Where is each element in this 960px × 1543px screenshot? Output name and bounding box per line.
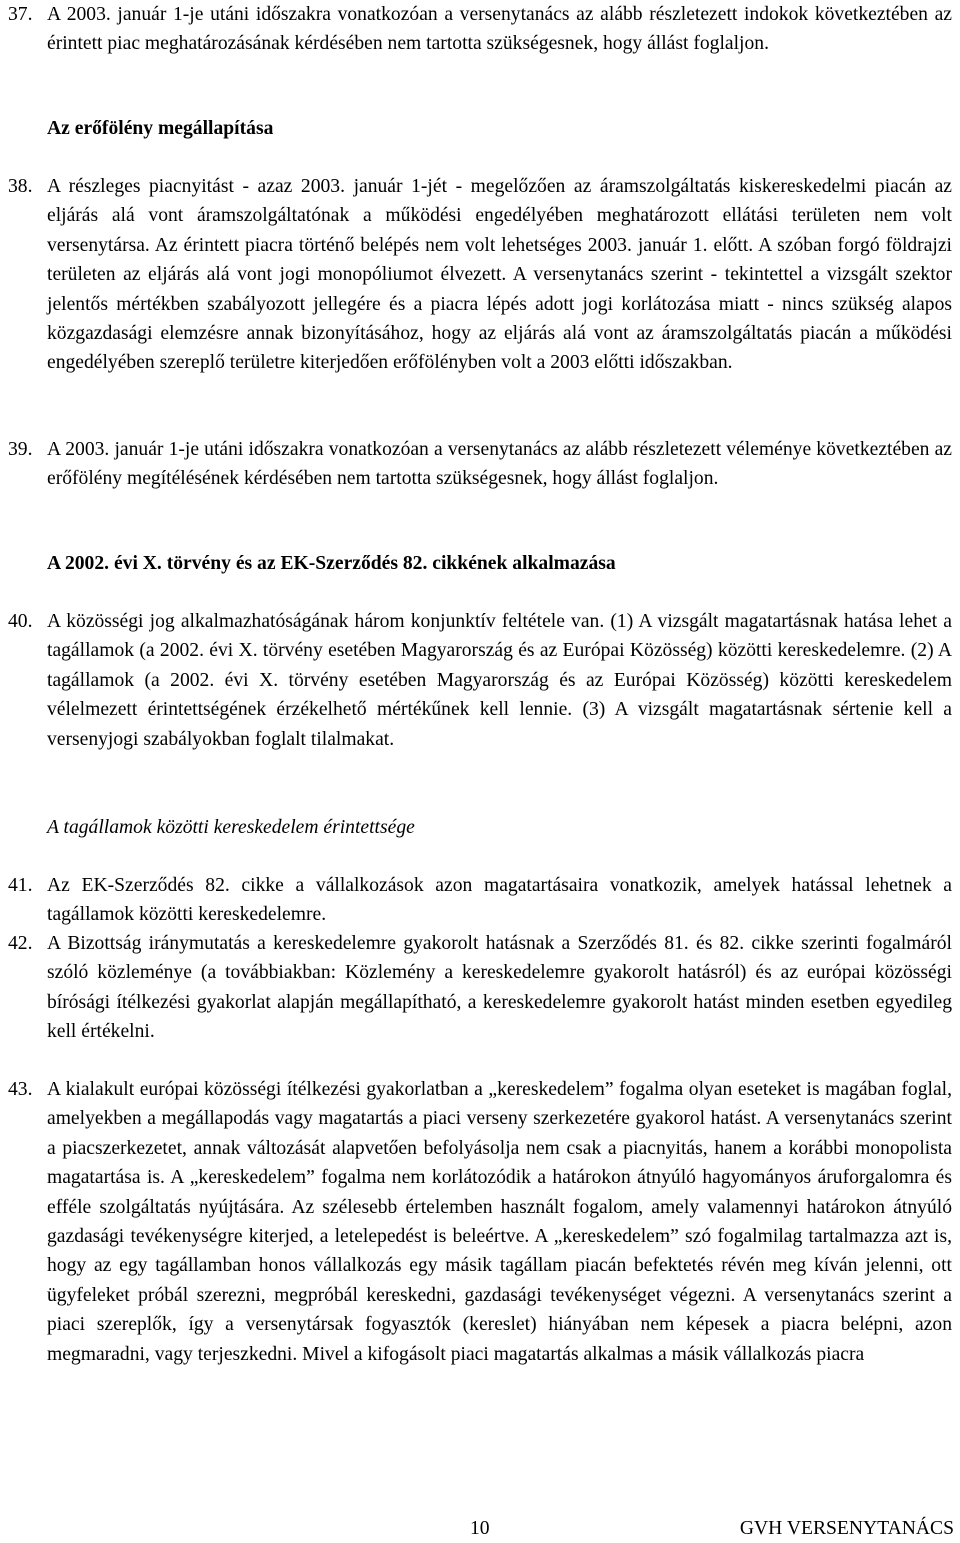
section-heading-trade: A tagállamok közötti kereskedelem érintettsége (47, 817, 415, 838)
paragraph-text: A részleges piacnyitást - azaz 2003. január 1-jét - megelőzően az áramszolgáltatás kiskereskedelmi piacán az eljárás alá vont áramszolgáltatónak a működési engedélyében meghatározott ellátási területen nem volt versenytársa. Az érintett piacra történő belépés nem volt lehetséges 2003. január 1. előtt. A szóban forgó földrajzi területen az eljárás alá vont jogi monopóliumot élvezett. A versenytanács szerint - tekintettel a vizsgált szektor jelentős mértékben szabályozott jellegére és a piacra lépés adott jogi korlátozása miatt - nincs szükség alapos közgazdasági elemzésre annak bizonyításához, hogy az eljárás alá vont az áramszolgáltatás piacán a működési engedélyében szereplő területre kiterjedően erőfölényben volt a 2003 előtti időszakban. (47, 176, 952, 374)
paragraph-41 (8, 871, 952, 930)
paragraph-text: A Bizottság iránymutatás a kereskedelemre gyakorolt hatásnak a Szerződés 81. és 82. cikke szerinti fogalmáról szóló közleménye (a továbbiakban: Közlemény a kereskedelemre gyakorolt hatásról) és az európai közösségi bírósági ítélkezési gyakorlat alapján megállapítható, a kereskedelemre gyakorolt hatást minden esetben egyedileg kell értékelni. (47, 933, 952, 1043)
page-number: 10 (470, 1518, 490, 1539)
paragraph-number: 42. (8, 933, 33, 954)
section-heading-dominance: Az erőfölény megállapítása (47, 118, 274, 139)
paragraph-40 (8, 607, 952, 754)
paragraph-text: A 2003. január 1-je utáni időszakra vonatkozóan a versenytanács az alább részletezett indokok következtében az érintett piac meghatározásának kérdésében nem tartotta szükségesnek, hogy állást foglaljon. (47, 4, 952, 55)
paragraph-43 (8, 1075, 952, 1369)
paragraph-text: Az EK-Szerződés 82. cikke a vállalkozások azon magatartásaira vonatkozik, amelyek hatással lehetnek a tagállamok közötti kereskedelemre. (47, 875, 952, 926)
paragraph-text: A közösségi jog alkalmazhatóságának három konjunktív feltétele van. (1) A vizsgált magatartásnak hatása lehet a tagállamok (a 2002. évi X. törvény esetében Magyarország és az Európai Közösség) közötti kereskedelemre. (2) A tagállamok (a 2002. évi X. törvény esetében Magyarország és az Európai Közösség) közötti kereskedelem vélelmezett érintettségének érzékelhető mértékűnek kell lennie. (3) A vizsgált magatartásnak sértenie kell a versenyjogi szabályokban foglalt tilalmakat. (47, 611, 952, 750)
paragraph-text: A kialakult európai közösségi ítélkezési gyakorlatban a „kereskedelem” fogalma olyan eseteket is magában foglal, amelyekben a megállapodás vagy magatartás a piaci verseny szerkezetére gyakorol hatást. A versenytanács szerint a piacszerkezetet, annak változását alapvetően befolyásolja nem csak a piacnyitás, hanem a korábbi monopolista magatartása is. A „kereskedelem” fogalma nem korlátozódik a határokon átnyúló hagyományos áruforgalomra és efféle szolgáltatás nyújtására. Az szélesebb értelemben használt fogalom, amely valamennyi határokon átnyúló gazdasági tevékenységre kiterjed, a letelepedést is beleértve. A „kereskedelem” szó fogalmilag tartalmazza azt is, hogy az egy tagállamban honos vállalkozás egy másik tagállam piacán befektetés révén meg kíván jelenni, ott ügyfeleket próbál szerezni, megpróbál kereskedni, gazdasági tevékenységet végezni. A versenytanács szerint a piaci szereplők, így a versenytársak fogyasztók (kereslet) hiányában nem képesek a piacra belépni, azon megmaradni, vagy terjeszkedni. Mivel a kifogásolt piaci magatartás alkalmas a másik vállalkozás piacra (47, 1079, 952, 1365)
paragraph-38 (8, 172, 952, 378)
footer-organization: GVH VERSENYTANÁCS (739, 1518, 954, 1539)
paragraph-37 (8, 0, 952, 59)
paragraph-number: 41. (8, 875, 33, 896)
paragraph-number: 39. (8, 439, 33, 460)
paragraph-42 (8, 929, 952, 1047)
paragraph-text: A 2003. január 1-je utáni időszakra vonatkozóan a versenytanács az alább részletezett véleménye következtében az erőfölény megítélésének kérdésében nem tartotta szükségesnek, hogy állást foglaljon. (47, 439, 952, 490)
section-heading-application: A 2002. évi X. törvény és az EK-Szerződés 82. cikkének alkalmazása (47, 553, 616, 574)
paragraph-number: 38. (8, 176, 33, 197)
paragraph-number: 40. (8, 611, 33, 632)
paragraph-number: 37. (8, 4, 33, 25)
paragraph-number: 43. (8, 1079, 33, 1100)
paragraph-39 (8, 435, 952, 494)
